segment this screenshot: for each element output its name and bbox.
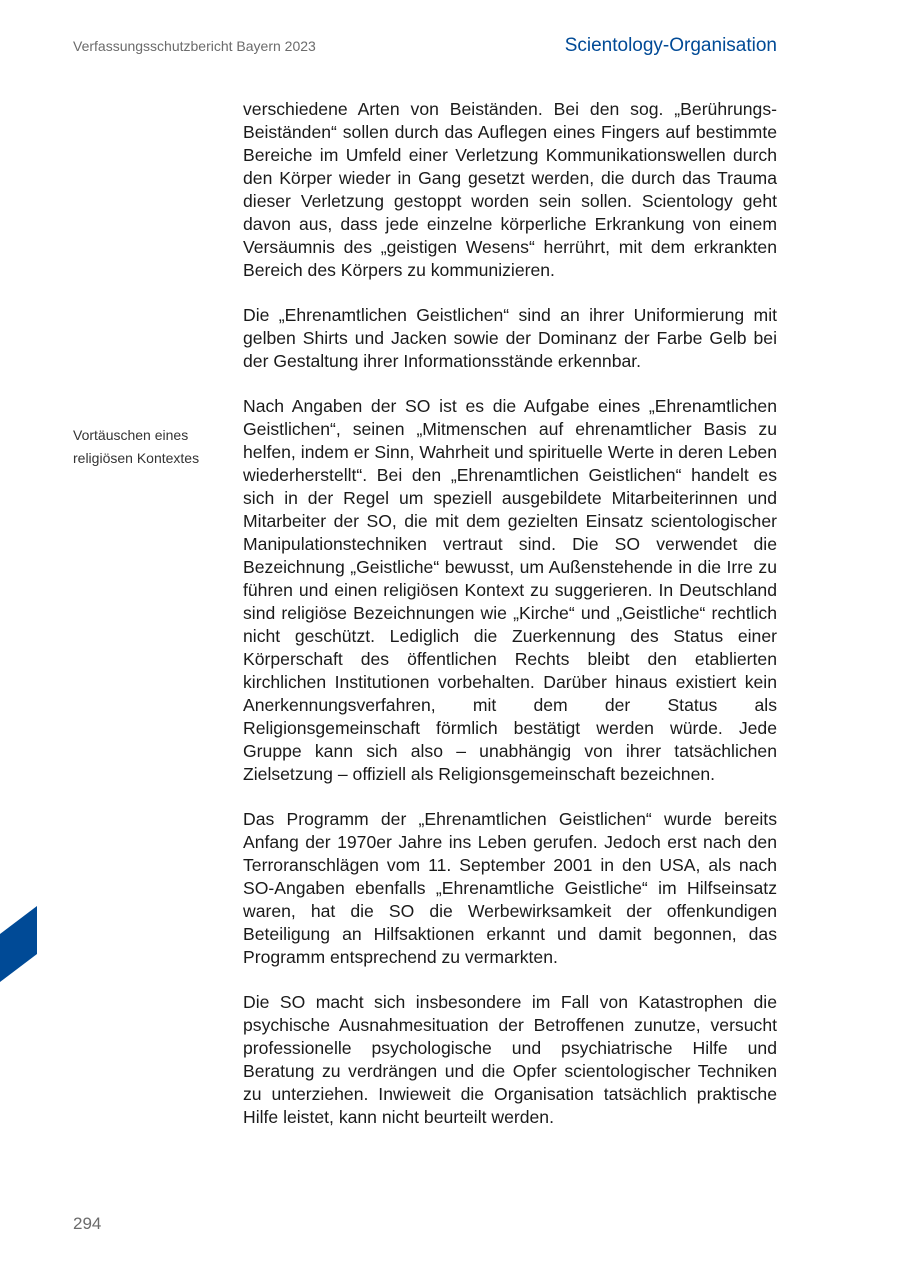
- paragraph-1: verschiedene Arten von Beiständen. Bei den sog. „Berührungs-Beiständen“ sollen durch das Auflegen eines Fingers auf bestimmte Bereiche im Umfeld einer Verletzung Kommunikationswellen durch den Körper wieder in Gang gesetzt werden, die durch das Trauma dieser Verletzung gestoppt worden sein sollen. Scientology geht davon aus, dass jede einzelne körperliche Erkrankung von einem Versäumnis des „geistigen Wesens“ herrührt, mit dem erkrankten Bereich des Körpers zu kommunizieren.: [243, 99, 777, 280]
- margin-note-line-2: religiösen Kontextes: [73, 450, 200, 466]
- section-title: Scientology-Organisation: [564, 35, 777, 56]
- margin-note-line-1: Vortäuschen eines: [73, 427, 189, 443]
- paragraph-5: Die SO macht sich insbesondere im Fall von Katastrophen die psychische Ausnahmesituation der Betroffenen zunutze, versucht professionelle psychologische und psychiatrische Hilfe und Beratung zu verdrängen und die Opfer scientologischer Techniken zu unterziehen. Inwieweit die Organisation tatsächlich praktische Hilfe leistet, kann nicht beurteilt werden.: [243, 992, 777, 1127]
- paragraph-3: Nach Angaben der SO ist es die Aufgabe eines „Ehrenamtlichen Geistlichen“, seinen „Mitmenschen auf ehrenamtlicher Basis zu helfen, indem er Sinn, Wahrheit und spirituelle Werte in deren Leben wiederherstellt“. Bei den „Ehrenamtlichen Geistlichen“ handelt es sich in der Regel um speziell ausgebildete Mitarbeiterinnen und Mitarbeiter der SO, die mit dem gezielten Einsatz scientologischer Manipulationstechniken vertraut sind. Die SO verwendet die Bezeichnung „Geistliche“ bewusst, um Außenstehende in die Irre zu führen und einen religiösen Kontext zu suggerieren. In Deutschland sind religiöse Bezeichnungen wie „Kirche“ und „Geistliche“ rechtlich nicht geschützt. Lediglich die Zuerkennung des Status einer Körperschaft des öffentlichen Rechts bleibt den etablierten kirchlichen Institutionen vorbehalten. Darüber hinaus existiert kein Anerkennungsverfahren, mit dem der Status als Religionsgemeinschaft förmlich bestätigt werden würde. Jede Gruppe kann sich also – unabhängig von ihrer tatsächlichen Zielsetzung – offiziell als Religionsgemeinschaft bezeichnen.: [243, 396, 777, 784]
- main-text: [243, 98, 777, 1151]
- page-number: 294: [73, 1214, 102, 1233]
- margin-note: [73, 424, 233, 470]
- report-title: Verfassungsschutzbericht Bayern 2023: [73, 38, 316, 54]
- paragraph-4: Das Programm der „Ehrenamtlichen Geistlichen“ wurde bereits Anfang der 1970er Jahre ins Leben gerufen. Jedoch erst nach den Terroranschlägen vom 11. September 2001 in den USA, als nach SO-Angaben ebenfalls „Ehrenamtliche Geistliche“ im Hilfseinsatz waren, hat die SO die Werbewirksamkeit der offenkundigen Beteiligung an Hilfsaktionen erkannt und damit begonnen, das Programm entsprechend zu vermarkten.: [243, 809, 777, 967]
- paragraph-2: Die „Ehrenamtlichen Geistlichen“ sind an ihrer Uniformierung mit gelben Shirts und Jacken sowie der Dominanz der Farbe Gelb bei der Gestaltung ihrer Informationsstände erkennbar.: [243, 305, 777, 371]
- blue-accent-shape: [0, 906, 37, 982]
